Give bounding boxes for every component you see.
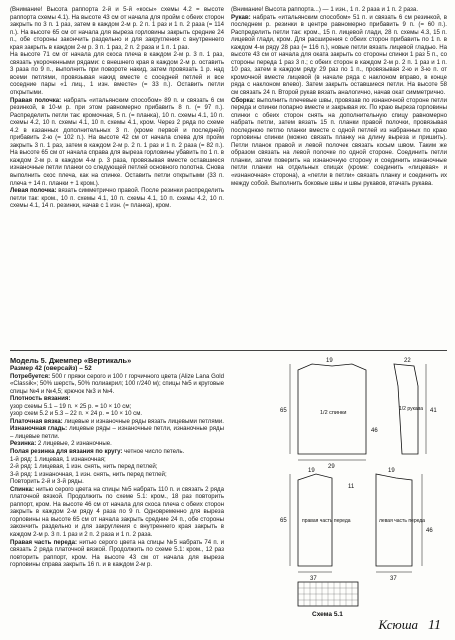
front-right-label: правая часть переда	[302, 518, 351, 524]
sleeve-label: 1/2 рукава	[399, 406, 424, 412]
page-footer	[378, 617, 441, 634]
density-line: узор схемы 5.1 – 19 п. × 25 р. = 10 × 10 см;	[10, 402, 132, 410]
sleeve-top-dim: 22	[404, 358, 411, 364]
paragraph	[10, 440, 224, 448]
text-column-right-top	[231, 6, 447, 187]
density-line: узор схем 5.2 и 5.3 – 22 п. × 24 р. = 10 × 10 см.	[10, 410, 143, 418]
section-text: 2 лицевые, 2 изнаночные.	[36, 440, 112, 448]
paragraph	[10, 97, 224, 188]
front-right-width-dim: 37	[310, 576, 317, 582]
section-label: Правая часть переда:	[10, 538, 78, 546]
round-row: 2-й ряд: 1 лицевая, 1 изн. снять, нить перед петлей;	[10, 463, 158, 471]
section-label: Платочная вязка:	[10, 417, 63, 425]
section-text: набрать «итальянским способом» 51 п. и связать 6 см резинкой, в последнем р. резинки в центре равномерно прибавить 9 п. (= 60 п.). Распределить петли так: кром., 15 п. лицевой глади, 28 п. схемы 4.3, 15 п. лицевой глади, кром. Для расширения с обеих сторон прибавить по 1 п. в каждом 4-м ряду 28 раз (= 116 п.), новые петли вязать лицевой гладью. На высоте 43 см от начала для оката закрыть со стороны спинки 1 раз 5 п., со стороны переда 1 раз 3 п.; с обеих сторон в каждом 2-м р. 2 п. 1 раз и 1 п. 10 раз, затем в каждом ряду 29 раз по 1 п., провязывая 2-ю и 3-ю п. от кромочной вместе лицевой (в начале ряда с наклоном вправо, в конце ряда с наклоном влево). Затем закрыть оставшиеся петли. На высоте 58 см связать 24 п. Второй рукав вязать аналогично, начав окат симметрично.	[231, 13, 447, 97]
back-label: 1/2 спинки	[320, 410, 347, 416]
front-top-right-dim: 19	[388, 468, 395, 474]
back-armhole-dim: 46	[371, 428, 378, 434]
section-label: Рукав:	[231, 13, 251, 21]
paragraph: (Внимание! Высота раппорта...) — 1 изн., 1 п. 2 раза и 1 п. 2 раза.	[231, 6, 419, 13]
paragraph	[10, 539, 224, 569]
paragraph: На высоте 71 см от начала для скоса плеча в каждом 2-м р. 3 п. 1 раз, связать укороченными рядами: с внешнего края в каждом 2-м р. оставить 3 раза по 9 п., выполнить при повороте накид, затем провязать 1 р. над всеми петлями, провязывая накид вместе с соседней петлей и все соседние пары «1 лиц., 1 изн. вместе» (= 33 п.). Оставить петли открытыми.	[10, 51, 224, 97]
section-label: Изнаночная гладь:	[10, 425, 68, 433]
paragraph	[10, 187, 224, 210]
front-armhole-dim: 46	[426, 528, 433, 534]
back-width-dim: 29	[328, 464, 335, 470]
text-column-left-top	[10, 6, 224, 210]
magazine-name: Ксюша	[378, 617, 419, 632]
section-text: набрать «итальянским способом» 89 п. и связать 6 см резинкой, в 10-м р. при этом равномерно прибавить 8 п. (= 97 п.). Распределить петли так: кромочная, 5 п. (= планка), 10 п. схемы 4.1, 10 п. схемы 4.2, 10 п. схемы 4.1, 10 п. схемы 4.1, кром. Через 2 ряда по схеме 4.2 в казанных дополнительных 3 п. (кроме первой и последней) прибавить 2-ю (= 102 п.). На высоте 42 см от начала слева для пройм закрыть 3 п. 1 раз, затем в каждом 2-м р. 2 п. 1 раз и 1 п. 2 раза (= 82 п.). На высоте 65 см от начала справа для выреза горловины убавить по 1 п. в каждом 2-м р. в каждом 4-м р. 3 раза, провязывая вместе оставшиеся изнаночные петли планки со следующей петлей основного полотна. Снова выполнить скос плеча, как на спинке. Оставить петли открытыми (33 п. плеча + 14 п. планки + 1 кром.).	[10, 96, 224, 187]
front-neck-dim: 11	[348, 484, 355, 490]
section-label: Сборка:	[231, 96, 255, 104]
sleeve-length-dim: 41	[430, 408, 437, 414]
section-label: Плотность вязания:	[10, 395, 71, 403]
section-label: Потребуется:	[10, 372, 51, 380]
section-text: лицевые ряды – изнаночные петли, изнаночные ряды – лицевые петли.	[10, 425, 224, 440]
section-text: лицевые и изнаночные ряды вязать лицевыми петлями.	[62, 417, 224, 425]
section-label: Правая полочка:	[10, 96, 62, 104]
back-outline	[298, 364, 366, 454]
section-text: нитью серого цвета на спицы №5 набрать 110 п. и связать 2 ряда платочной вязкой. Продолжить по схеме 5.1: кром., 18 раз повторить раппорт, кром. На высоте 46 см от начала для скоса плеча с обеих сторон закрыть в каждом 2-м ряду 4 раза по 9 п. Одновременно для выреза горловины на высоте 65 см от начала закрыть средние 24 п., обе стороны закончить раздельно и для закругления с внутреннего края закрыть в каждом 2-м р. 3 п. 1 раз и 2 п. 2 раза и 1 п. 2 раза.	[10, 485, 224, 539]
section-text: нитью серого цвета на спицы №5 набрать 74 п. и связать 2 ряда платочной вязкой. Продолжить по схеме 5.1: кром., 12 раз повторить раппорт, кром. На высоте 43 см от начала для выреза горловины справа закрыть 16 п. и в каждом 2-м р.	[10, 538, 224, 569]
paragraph	[10, 425, 224, 440]
section-text: четное число петель.	[122, 448, 185, 456]
model-size: Размер 42 (оверсайз) – 52	[10, 365, 92, 372]
section-label: Спинка:	[10, 485, 34, 493]
front-left-label: левая часть переда	[379, 518, 425, 524]
front-height-dim: 65	[280, 518, 287, 524]
paragraph: (Внимание! Высота раппорта 2-й и 5-й «косы» схемы 4.2 = высоте раппорта схемы 4.1). На высоте 43 см от начала для пройм с обеих сторон закрыть по 3 п. 1 раз, затем в каждом 2-м р. 2 п. 1 раз и 1 п. 2 раза (= 114 п.). На высоте 65 см от начала для выреза горловины закрыть средние 24 п., обе стороны закончить раздельно и для закругления с внутреннего края закрыть в каждом 2-м р. 3 п. 1 раз, 2 п. 2 раза и 1 п. 1 раз.	[10, 6, 224, 51]
front-left-width-dim: 37	[390, 576, 397, 582]
back-height-dim: 65	[280, 408, 287, 414]
paragraph	[231, 97, 447, 188]
text-column-left-bottom	[10, 356, 224, 569]
section-label: Резинка:	[10, 440, 37, 448]
paragraph	[10, 373, 224, 396]
paragraph	[10, 418, 224, 426]
round-row: Повторить 2-й и 3-й ряды.	[10, 478, 84, 486]
paragraph	[10, 486, 224, 539]
section-divider	[10, 350, 447, 351]
section-label: Полая резинка для вязания по кругу:	[10, 448, 123, 456]
paragraph	[10, 448, 224, 456]
front-top-left-dim: 19	[308, 468, 315, 474]
section-text: вязать симметрично правой. После резинки распределить петли так: кром., 10 п. схемы 4.1, 10 п. схемы 4.1, 10 п. схемы 4.2, 10 п. схемы 4.1, 14 п. резинки, начав с 1 изн. (= планка), кром.	[10, 187, 224, 210]
section-label: Левая полочка:	[10, 187, 57, 195]
section-text: 500 г пряжи серого и 100 г горчичного цвета (Alize Lana Gold «Classik»; 50% шерсть, 50% полиакрил; 100 г/240 м); спицы №5 и круговые спицы №4 и №4,5; крючок №3 и №4.	[10, 372, 224, 395]
page-number: 11	[428, 618, 441, 633]
round-row: 3-й ряд: 1 изнаночная, 1 изн. снять, нить перед петлей;	[10, 470, 167, 478]
pattern-diagram	[236, 356, 450, 618]
scheme-grid-lines	[298, 582, 358, 606]
paragraph	[231, 14, 447, 97]
back-neck-dim: 19	[326, 358, 333, 364]
section-text: выполнить плечевые швы, провязав по изнаночной стороне петли переда и спинки попарно вместе и закрывая их. По краю выреза горловины спинки с обеих сторон снять на дополнительную спицу равномерно набрать петли, затем вязать 15 п. планки правой полочки, провязывая последнюю петлю планки вместе с одной петлей из набранных по краю горловины спинки (можно связать планку на длину выреза и пришить). Петли планок правой и левой полочек связать косым швом. Таким же образом связать на левой полочке по одной стороне. Соединить петли планки, затем поверить на изнаночную сторону и соединить изнаночные петли планки на отдельных спицах (кроме: соединить «лицевая» и «изнаночная» сторона), а «петли в петли» связать планку и соединить их между собой. Выполнить боковые швы и швы рукавов, втачать рукава.	[231, 96, 447, 187]
model-title: Модель 5. Джемпер «Вертикаль»	[10, 356, 132, 365]
round-row: 1-й ряд: 1 лицевая, 1 изнаночная;	[10, 455, 106, 463]
scheme-label: Схема 5.1	[312, 611, 343, 618]
